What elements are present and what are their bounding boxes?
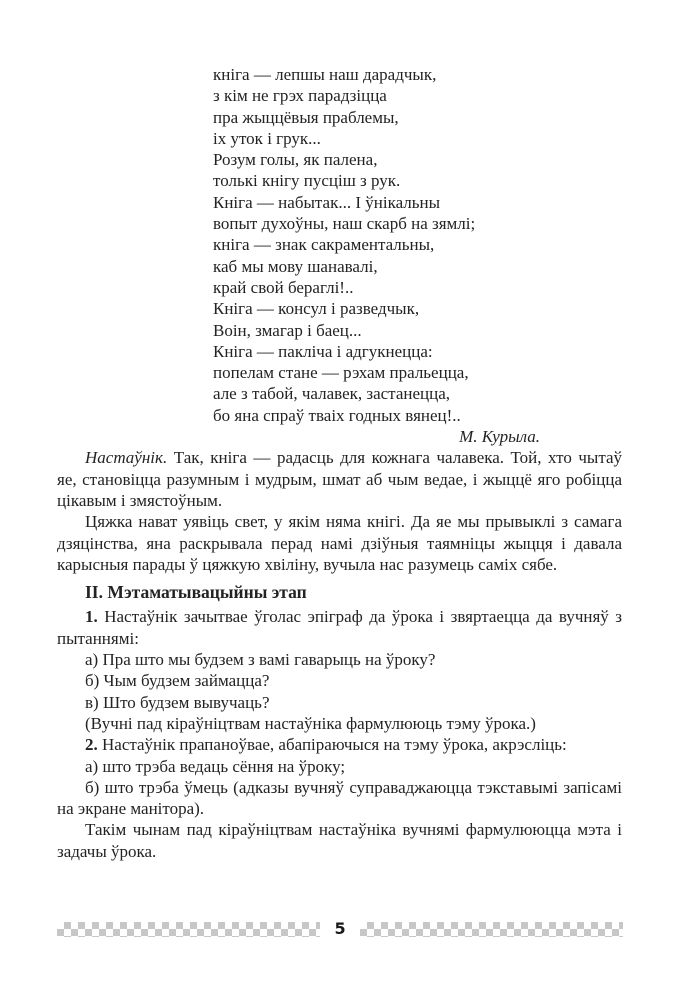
- epigraph-poem: [213, 64, 622, 426]
- numbered-item-1: [57, 606, 622, 649]
- closing-paragraph: Такім чынам пад кіраўніцтвам настаўніка вучнямі фармулююцца мэта і задачы ўрока.: [57, 820, 622, 861]
- page-footer: [57, 921, 623, 937]
- poem-line: край свой бераглі!..: [213, 277, 354, 297]
- poem-attribution: М. Курыла.: [459, 427, 540, 447]
- teacher-paragraph: [57, 447, 622, 511]
- poem-line: попелам стане — рэхам пральецца,: [213, 363, 469, 383]
- item-text: Настаўнік прапаноўвае, абапіраючыся на тэму ўрока, акрэсліць:: [102, 735, 567, 755]
- numbered-item-2: [57, 734, 622, 755]
- question-a: а) Пра што мы будзем з вамі гаварыць на ўроку?: [85, 650, 436, 670]
- parenthetical-note: (Вучні пад кіраўніцтвам настаўніка фармулююць тэму ўрока.): [85, 713, 536, 733]
- page-number: 5: [334, 919, 346, 938]
- paragraph-about-books: Цяжка нават уявіць свет, у якім няма кнігі. Да яе мы прывыклі з самага дзяцінства, яна раскрывала перад намі дзіўныя таямніцы жыцця і давала карысныя парады ў цяжкую хвіліну, вучыла нас разумець саміх сябе.: [57, 512, 622, 574]
- poem-line: кніга — знак сакраментальны,: [213, 235, 435, 255]
- poem-line: пра жыццёвыя праблемы,: [213, 107, 399, 127]
- poem-line: але з табой, чалавек, застанецца,: [213, 384, 450, 404]
- section-heading: ІІ. Мэтаматывацыйны этап: [85, 582, 307, 603]
- poem-line: Розум голы, як палена,: [213, 150, 378, 170]
- poem-line: толькі кнігу пусціш з рук.: [213, 171, 401, 191]
- poem-line: іх уток і грук...: [213, 128, 321, 148]
- poem-line: Кніга — пакліча і адгукнецца:: [213, 341, 433, 361]
- ornament-band-right: [360, 922, 623, 937]
- question-b: б) Чым будзем займацца?: [85, 671, 270, 691]
- speaker-label: Настаўнік.: [85, 448, 168, 468]
- poem-line: Кніга — консул і разведчык,: [213, 299, 420, 319]
- item-number: 1.: [85, 607, 98, 627]
- poem-line: вопыт духоўны, наш скарб на зямлі;: [213, 214, 476, 234]
- item-number: 2.: [85, 735, 98, 755]
- poem-line: бо яна спраў тваіх годных вянец!..: [213, 405, 461, 425]
- poem-line: каб мы мову шанавалі,: [213, 256, 378, 276]
- poem-line: Кніга — набытак... І ўнікальны: [213, 192, 441, 212]
- item-text: Настаўнік зачытвае ўголас эпіграф да ўрока і звяртаецца да вучняў з пытаннямі:: [57, 607, 622, 648]
- poem-line: Воін, змагар і баец...: [213, 320, 362, 340]
- subitem-a: а) што трэба ведаць сёння на ўроку;: [85, 756, 346, 776]
- subitem-b: б) што трэба ўмець (адказы вучняў суправаджаюцца тэкставымі запісамі на экране манітора).: [57, 777, 622, 819]
- poem-line: з кім не грэх парадзіцца: [213, 86, 387, 106]
- poem-line: кніга — лепшы наш дарадчык,: [213, 65, 437, 84]
- ornament-band-left: [57, 922, 320, 937]
- teacher-speech: Так, кніга — радасць для кожнага чалавека. Той, хто чытаў яе, становіцца разумным і мудрым, шмат аб чым ведае, і жыццё яго робіцца цікавым і змястоўным.: [57, 448, 623, 510]
- question-v: в) Што будзем вывучаць?: [85, 692, 270, 712]
